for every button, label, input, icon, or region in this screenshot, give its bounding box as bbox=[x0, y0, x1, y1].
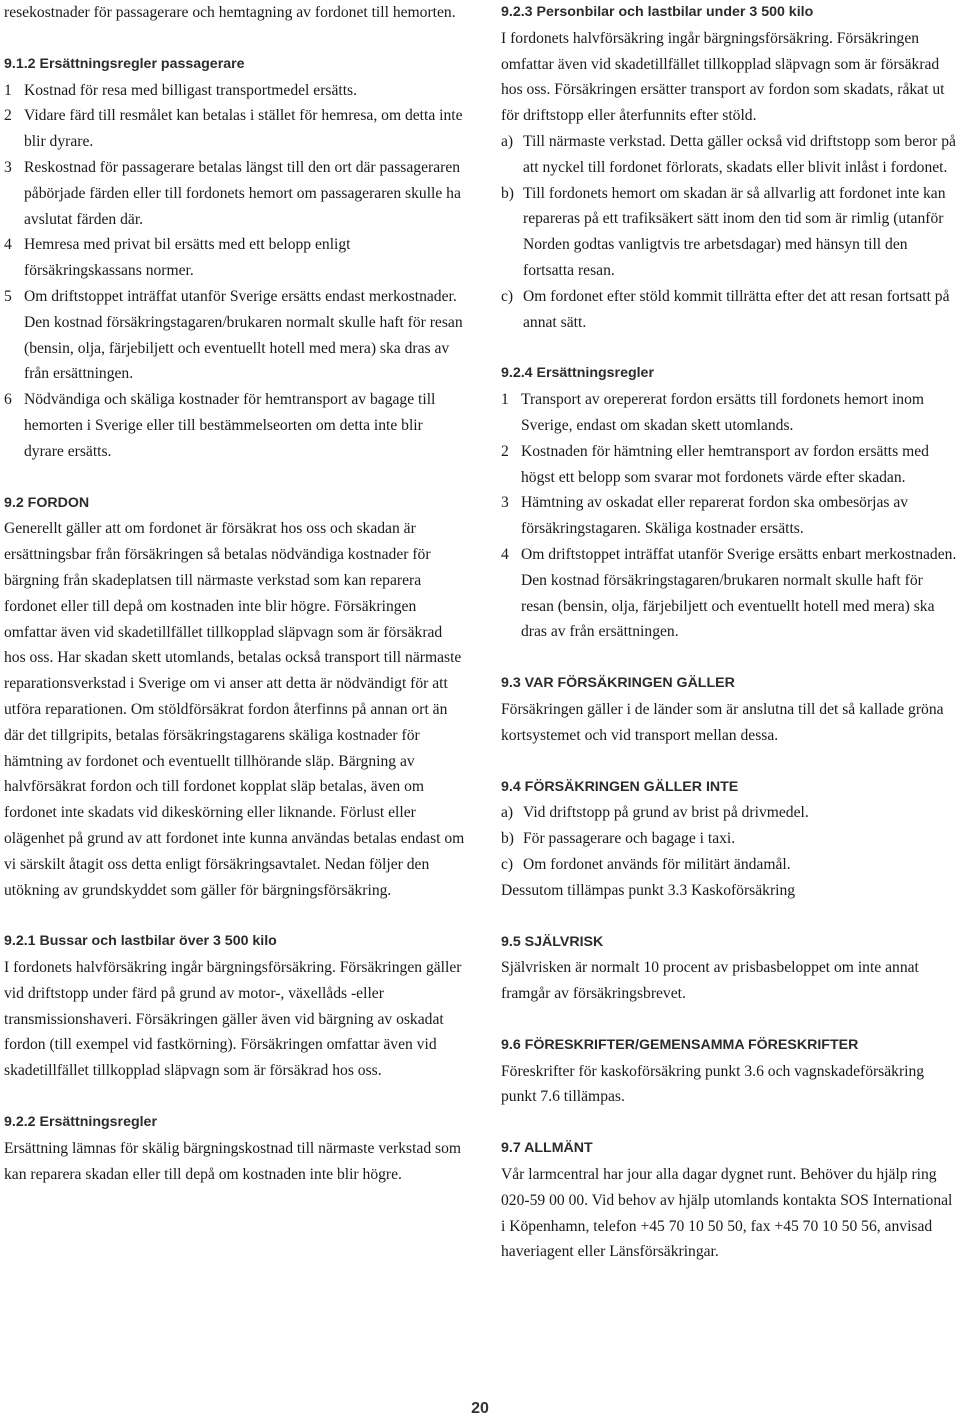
list-item: a) Vid driftstopp på grund av brist på drivmedel. bbox=[501, 804, 809, 822]
section-body-9-6: Föreskrifter för kaskoförsäkring punkt 3.6 och vagnskadeförsäkring punkt 7.6 tillämpas. bbox=[501, 1062, 925, 1106]
list-9-4 bbox=[501, 800, 957, 877]
list-item: c) Om fordonet används för militärt ändamål. bbox=[501, 855, 791, 873]
section-body-9-5: Självrisken är normalt 10 procent av prisbasbeloppet om inte annat framgår av försäkringsbrevet. bbox=[501, 959, 919, 1003]
section-heading-9-3: 9.3 VAR FÖRSÄKRINGEN GÄLLER bbox=[501, 675, 735, 692]
list-9-1-2 bbox=[4, 78, 466, 465]
section-body-9-2-2: Ersättning lämnas för skälig bärgningskostnad till närmaste verkstad som kan reparera skadan eller till depå om kostnaden inte blir högre. bbox=[4, 1139, 462, 1183]
list-item: 3 Reskostnad för passagerare betalas längst till den ort där passageraren påbörjade färden eller till fordonets hemort om passageraren skulle ha avslutat färden där. bbox=[4, 158, 461, 228]
intro-paragraph: resekostnader för passagerare och hemtagning av fordonet till hemorten. bbox=[4, 4, 456, 21]
list-9-2-3 bbox=[501, 129, 957, 335]
section-heading-9-2-3: 9.2.3 Personbilar och lastbilar under 3 500 kilo bbox=[501, 4, 814, 20]
list-item: 2 Kostnaden för hämtning eller hemtransport av fordon ersätts med högst ett belopp som svarar mot fordonets värde efter skadan. bbox=[501, 442, 929, 486]
list-item: 4 Om driftstoppet inträffat utanför Sverige ersätts enbart merkostnaden. Den kostnad försäkringstagaren/brukaren normalt skulle haft för resan (bensin, olja, färjebiljett och eventuellt hotell med mera) ska dras av från ersättningen. bbox=[501, 545, 957, 641]
section-body-9-2: Generellt gäller att om fordonet är försäkrat hos oss och skadan är ersättningsbar från försäkringen så betalas nödvändiga kostnader för bärgning från skadeplatsen till närmaste verkstad som kan reparera fordonet eller till depå om kostnaden inte blir högre. Försäkringen omfattar även vid skadetillfället tillkopplad släpvagn som är försäkrad hos oss. Har skadan skett utomlands, betalas också transport till närmaste reparationsverkstad i Sverige om vi anser att detta är nödvändigt för att utföra reparationen. Om stöldförsäkrat fordon återfinns på annan ort än där det tillgripits, betalas försäkringstagarens skäliga kostnader för hämtning av fordonet och eventuellt tillhörande släp. Bärgning av halvförsäkrat fordon och till fordonet kopplat släp betalas, även om fordonet inte skadats vid dikeskörning eller liknande. Förlust eller olägenhet på grund av att fordonet inte kunna användas betalas endast om vi särskilt åtagit oss detta enligt försäkringsavtalet. Nedan följer den utökning av grundskyddet som gäller för bärgningsförsäkring. bbox=[4, 520, 465, 899]
list-item: c) Om fordonet efter stöld kommit tillrätta efter det att resan fortsatt på annat sätt. bbox=[501, 287, 950, 331]
list-item: 3 Hämtning av oskadat eller reparerat fordon ska ombesörjas av försäkringstagaren. Skäliga kostnader ersätts. bbox=[501, 494, 909, 538]
section-body-9-3: Försäkringen gäller i de länder som är anslutna till det så kallade gröna kortsystemet och vid transport mellan dessa. bbox=[501, 700, 944, 744]
section-heading-9-5: 9.5 SJÄLVRISK bbox=[501, 933, 604, 950]
left-column bbox=[4, 0, 466, 1187]
list-item: 2 Vidare färd till resmålet kan betalas i stället för hemresa, om detta inte blir dyrare. bbox=[4, 107, 463, 151]
list-item: b) För passagerare och bagage i taxi. bbox=[501, 830, 736, 848]
list-item: 1 Kostnad för resa med billigast transportmedel ersätts. bbox=[4, 81, 358, 99]
list-item: 1 Transport av orepererat fordon ersätts till fordonets hemort inom Sverige, endast om skadan skett utomlands. bbox=[501, 391, 925, 434]
section-body-9-2-1: I fordonets halvförsäkring ingår bärgningsförsäkring. Försäkringen gäller vid driftstopp under färd på grund av motor-, växellåds -eller transmissionshaveri. Försäkringen gäller även vid bärgning av oskadat fordon (till exempel vid fastkörning). Försäkringen omfattar även vid skadetillfället tillkopplad släpvagn som är försäkrad hos oss. bbox=[4, 959, 462, 1080]
list-item: b) Till fordonets hemort om skadan är så allvarlig att fordonet inte kan repareras på ett trafiksäkert sätt inom den tid som är rimlig (utanför Norden godtas vanligtvis tre arbetsdagar) med hänsyn till den fortsatta resan. bbox=[501, 184, 946, 279]
list-item: 6 Nödvändiga och skäliga kostnader för hemtransport av bagage till hemorten i Sverige eller till bestämmelseorten om detta inte blir dyrare ersätts. bbox=[4, 391, 436, 460]
right-column bbox=[501, 0, 957, 1265]
list-item: a) Till närmaste verkstad. Detta gäller också vid driftstopp som beror på att nyckel till fordonet förlorats, skadats eller blivit inlåst i fordonet. bbox=[501, 132, 956, 176]
page-number: 20 bbox=[471, 1400, 489, 1417]
section-heading-9-6: 9.6 FÖRESKRIFTER/GEMENSAMMA FÖRESKRIFTER bbox=[501, 1036, 859, 1053]
list-item: 4 Hemresa med privat bil ersätts med ett belopp enligt försäkringskassans normer. bbox=[4, 236, 351, 280]
section-heading-9-2: 9.2 FORDON bbox=[4, 494, 90, 511]
list-item: 5 Om driftstoppet inträffat utanför Sverige ersätts endast merkostnader. Den kostnad försäkringstagaren/brukaren normalt skulle haft för resan (bensin, olja, färjebiljett och eventuellt hotell med mera) ska dras av från ersättningen. bbox=[4, 287, 463, 383]
section-heading-9-2-2: 9.2.2 Ersättningsregler bbox=[4, 1114, 157, 1131]
section-heading-9-7: 9.7 ALLMÄNT bbox=[501, 1140, 593, 1157]
section-heading-9-1-2: 9.1.2 Ersättningsregler passagerare bbox=[4, 55, 245, 72]
section-body-9-7: Vår larmcentral har jour alla dagar dygnet runt. Behöver du hjälp ring 020-59 00 00. Vid behov av hjälp utomlands kontakta SOS International i Köpenhamn, telefon +45 70 10 50 50, fax +45 70 10 50 56, anvisad haveriagent eller Länsförsäkringar. bbox=[501, 1166, 953, 1261]
section-heading-9-2-4: 9.2.4 Ersättningsregler bbox=[501, 365, 654, 382]
section-note-9-4: Dessutom tillämpas punkt 3.3 Kaskoförsäkring bbox=[501, 881, 796, 899]
section-heading-9-2-1: 9.2.1 Bussar och lastbilar över 3 500 kilo bbox=[4, 933, 277, 950]
section-body-9-2-3: I fordonets halvförsäkring ingår bärgningsförsäkring. Försäkringen omfattar även vid skadetillfället tillkopplad släpvagn som är försäkrad hos oss. Försäkringen ersätter transport av fordon som skadats, råkat ut för driftstopp eller återfunnits efter stöld. bbox=[501, 29, 945, 125]
list-9-2-4 bbox=[501, 387, 957, 645]
section-heading-9-4: 9.4 FÖRSÄKRINGEN GÄLLER INTE bbox=[501, 778, 739, 795]
